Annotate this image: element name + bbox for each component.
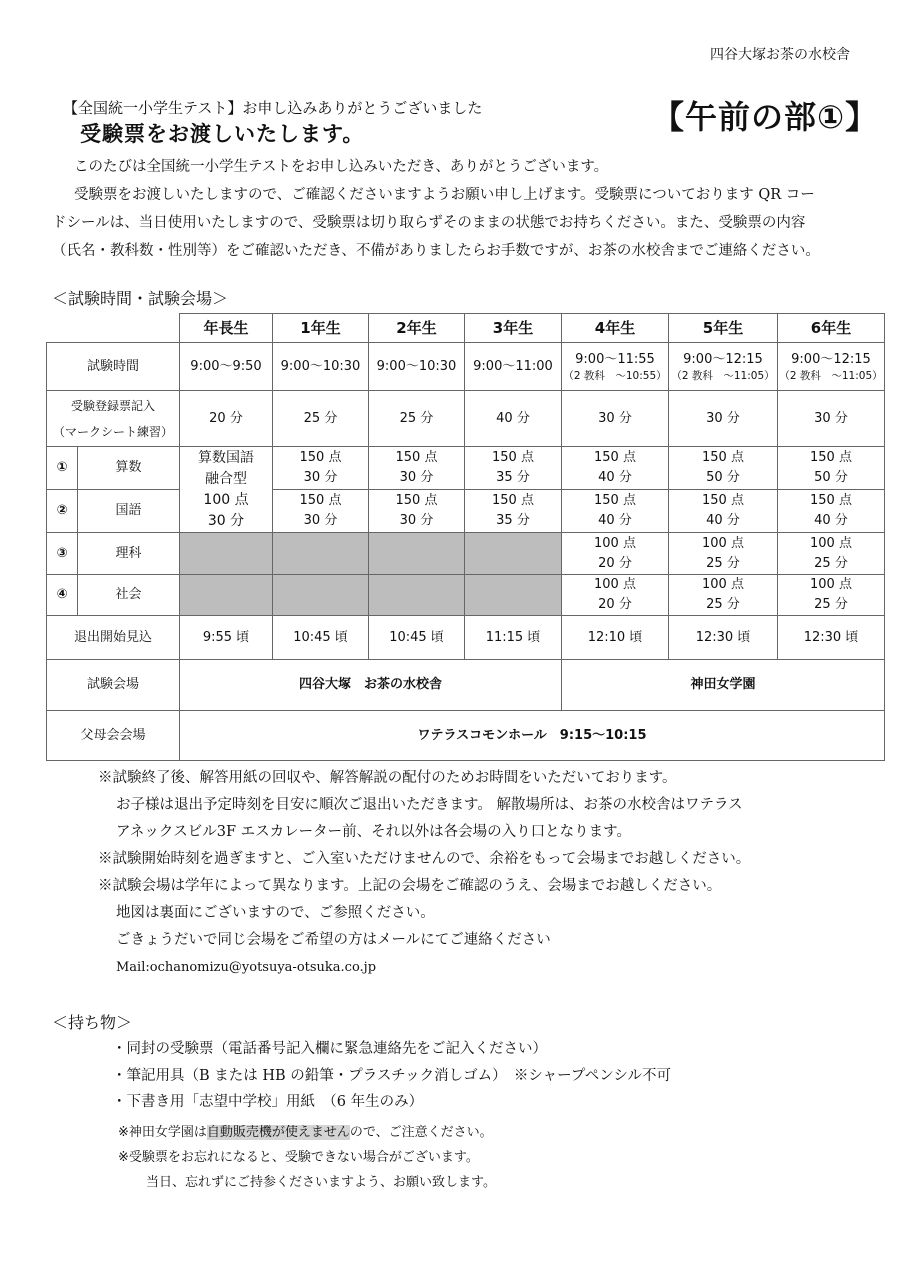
highlighted-text: 自動販売機が使えません [206, 1125, 350, 1140]
points: 150 点 [492, 450, 534, 465]
minutes: 25 分 [814, 555, 848, 571]
score-cell [369, 490, 465, 533]
venue-ochanomizu: 四谷大塚 お茶の水校舎 [180, 660, 562, 711]
venue-row [47, 660, 885, 711]
points: 100 点 [810, 535, 852, 551]
caution-line [118, 1120, 496, 1145]
score-cell [273, 490, 369, 533]
exam-time-row [47, 343, 885, 391]
exam-time-cell [465, 343, 562, 391]
registration-label-line: 受験登録票記入 [70, 398, 155, 413]
parent-venue-label: 父母会会場 [47, 711, 180, 761]
points: 150 点 [299, 450, 342, 465]
contact-email[interactable]: Mail:ochanomizu@yotsuya-otsuka.co.jp [116, 960, 377, 975]
cautions [118, 1120, 496, 1195]
points: 150 点 [594, 450, 636, 465]
minutes: 40 分 [598, 513, 632, 528]
points: 150 点 [594, 493, 636, 508]
exam-time-cell [669, 343, 778, 391]
minutes: 30 分 [399, 470, 434, 485]
intro-paragraph [52, 153, 862, 265]
score-cell [562, 447, 669, 490]
points: 150 点 [702, 493, 744, 508]
belongings-title: ＜持ち物＞ [52, 1013, 133, 1032]
registration-cell: 40 分 [465, 391, 562, 447]
score-cell [562, 575, 669, 616]
belonging-item: ・下書き用「志望中学校」用紙 （6 年生のみ） [112, 1094, 424, 1110]
school-name: 四谷大塚お茶の水校舎 [710, 47, 850, 63]
dismissal-cell: 11:15 頃 [465, 616, 562, 660]
exam-time-label: 試験時間 [47, 343, 180, 391]
belonging-item: ・同封の受験票（電話番号記入欄に緊急連絡先をご記入ください） [112, 1041, 547, 1057]
points: 150 点 [395, 493, 438, 508]
score-cell [562, 490, 669, 533]
kinder-line: 30 分 [207, 512, 245, 529]
minutes: 40 分 [706, 513, 740, 528]
not-applicable-cell [273, 533, 369, 575]
score-cell [778, 575, 885, 616]
note-line: ごきょうだいで同じ会場をご希望の方はメールにてご連絡ください [116, 932, 551, 948]
exam-time: 9:00〜10:30 [280, 358, 361, 374]
points: 150 点 [810, 450, 852, 465]
minutes: 40 分 [598, 470, 632, 485]
venue-label: 試験会場 [47, 660, 180, 711]
points: 100 点 [702, 535, 744, 551]
exam-time: 9:00〜9:50 [190, 358, 262, 374]
two-subject-time: （2 教科 〜10:55） [563, 370, 667, 382]
session-badge: 【午前の部①】 [652, 98, 879, 136]
two-subject-time: （2 教科 〜11:05） [779, 370, 883, 382]
score-cell [778, 490, 885, 533]
minutes: 35 分 [496, 513, 530, 528]
notes [98, 765, 750, 981]
not-applicable-cell [273, 575, 369, 616]
points: 150 点 [395, 450, 438, 465]
score-cell [369, 447, 465, 490]
grade-header: 3年生 [465, 314, 562, 343]
minutes: 40 分 [814, 513, 848, 528]
grade-header: 2年生 [369, 314, 465, 343]
minutes: 20 分 [598, 555, 632, 571]
points: 100 点 [702, 577, 744, 592]
score-cell [669, 490, 778, 533]
caution-text: ※神田女学園は [118, 1125, 207, 1140]
intro-heading: 受験票をお渡しいたします。 [80, 122, 365, 146]
minutes: 25 分 [814, 597, 848, 612]
dismissal-row [47, 616, 885, 660]
score-cell [465, 490, 562, 533]
paragraph-line: （氏名・教科数・性別等）をご確認いただき、不備がありましたらお手数ですが、お茶の水校舎までご連絡ください。 [52, 243, 820, 259]
corner-cell [47, 314, 180, 343]
score-cell [669, 575, 778, 616]
score-cell [778, 447, 885, 490]
not-applicable-cell [465, 533, 562, 575]
paragraph-line: ドシールは、当日使用いたしますので、受験票は切り取らずそのままの状態でお持ちください。また、受験票の内容 [52, 215, 806, 231]
caution-text: ので、ご注意ください。 [349, 1125, 493, 1140]
subject-number: ② [47, 490, 78, 533]
score-cell [273, 447, 369, 490]
exam-time: 9:00〜12:15 [683, 352, 763, 367]
exam-time-cell [369, 343, 465, 391]
grade-header: 1年生 [273, 314, 369, 343]
caution-line: ※受験票をお忘れになると、受験できない場合がございます。 [118, 1150, 479, 1165]
two-subject-time: （2 教科 〜11:05） [671, 370, 775, 382]
minutes: 30 分 [303, 513, 338, 528]
subject-row [47, 533, 885, 575]
venue-kanda: 神田女学園 [562, 660, 885, 711]
registration-cell: 25 分 [369, 391, 465, 447]
minutes: 25 分 [706, 555, 740, 571]
grade-header: 5年生 [669, 314, 778, 343]
belongings-list [112, 1036, 671, 1116]
subject-name: 社会 [78, 575, 180, 616]
caution-line: 当日、忘れずにご持参くださいますよう、お願い致します。 [146, 1175, 496, 1190]
paragraph-line: 受験票をお渡しいたしますので、ご確認くださいますようお願い申し上げます。受験票についております QR コー [74, 187, 815, 203]
note-line: お子様は退出予定時刻を目安に順次ご退出いただきます。 解散場所は、お茶の水校舎はワテラス [116, 797, 743, 813]
score-cell [465, 447, 562, 490]
exam-time-cell [273, 343, 369, 391]
grade-header: 年長生 [180, 314, 273, 343]
score-cell [669, 447, 778, 490]
schedule-section-title: ＜試験時間・試験会場＞ [52, 289, 229, 308]
intro-line: 【全国統一小学生テスト】お申し込みありがとうございました [63, 99, 483, 117]
exam-time: 9:00〜10:30 [376, 358, 457, 374]
exam-time: 9:00〜11:55 [575, 352, 655, 367]
dismissal-cell: 10:45 頃 [273, 616, 369, 660]
kinder-combined-cell [180, 447, 273, 533]
dismissal-label: 退出開始見込 [47, 616, 180, 660]
note-line: 地図は裏面にございますので、ご参照ください。 [116, 905, 435, 921]
minutes: 20 分 [598, 597, 632, 612]
subject-name: 理科 [78, 533, 180, 575]
registration-label [47, 391, 180, 447]
not-applicable-cell [369, 533, 465, 575]
exam-time: 9:00〜11:00 [473, 358, 553, 374]
registration-cell: 30 分 [778, 391, 885, 447]
note-line: ※試験終了後、解答用紙の回収や、解答解説の配付のためお時間をいただいております。 [98, 770, 677, 786]
not-applicable-cell [180, 575, 273, 616]
registration-cell: 20 分 [180, 391, 273, 447]
registration-cell: 30 分 [562, 391, 669, 447]
minutes: 30 分 [399, 513, 434, 528]
dismissal-cell: 12:30 頃 [778, 616, 885, 660]
registration-cell: 25 分 [273, 391, 369, 447]
parent-venue-row [47, 711, 885, 761]
subject-row [47, 575, 885, 616]
points: 150 点 [810, 493, 852, 508]
registration-label-line: （マークシート練習） [52, 424, 173, 439]
subject-number: ③ [47, 533, 78, 575]
note-line: ※試験開始時刻を過ぎますと、ご入室いただけませんので、余裕をもって会場までお越しください。 [98, 851, 751, 867]
subject-name: 国語 [78, 490, 180, 533]
dismissal-cell: 10:45 頃 [369, 616, 465, 660]
not-applicable-cell [465, 575, 562, 616]
belonging-item: ・筆記用具（B または HB の鉛筆・プラスチック消しゴム） ※シャープペンシル不可 [112, 1067, 672, 1084]
minutes: 30 分 [303, 470, 338, 485]
kinder-line: 融合型 [205, 470, 247, 487]
schedule-table [46, 313, 885, 761]
not-applicable-cell [180, 533, 273, 575]
parent-venue: ワテラスコモンホール 9:15〜10:15 [180, 711, 885, 761]
kinder-line: 100 点 [203, 491, 249, 508]
score-cell [669, 533, 778, 575]
subject-row [47, 490, 885, 533]
points: 100 点 [594, 535, 636, 551]
grade-header: 4年生 [562, 314, 669, 343]
minutes: 35 分 [496, 470, 530, 485]
note-line: アネックスビル3F エスカレーター前、それ以外は各会場の入り口となります。 [116, 824, 632, 840]
dismissal-cell: 9:55 頃 [180, 616, 273, 660]
points: 150 点 [492, 493, 534, 508]
exam-time: 9:00〜12:15 [791, 352, 871, 367]
not-applicable-cell [369, 575, 465, 616]
grade-header: 6年生 [778, 314, 885, 343]
dismissal-cell: 12:10 頃 [562, 616, 669, 660]
note-line: ※試験会場は学年によって異なります。上記の会場をご確認のうえ、会場までお越しください。 [98, 878, 722, 894]
minutes: 25 分 [706, 597, 740, 612]
minutes: 50 分 [814, 470, 848, 485]
grade-header-row [47, 314, 885, 343]
points: 150 点 [702, 450, 744, 465]
registration-row [47, 391, 885, 447]
paragraph-line: このたびは全国統一小学生テストをお申し込みいただき、ありがとうございます。 [74, 159, 609, 175]
minutes: 50 分 [706, 470, 740, 485]
exam-time-cell [180, 343, 273, 391]
subject-number: ④ [47, 575, 78, 616]
subject-number: ① [47, 447, 78, 490]
kinder-line: 算数国語 [198, 449, 254, 466]
subject-row [47, 447, 885, 490]
subject-name: 算数 [78, 447, 180, 490]
points: 100 点 [810, 577, 852, 592]
score-cell [778, 533, 885, 575]
registration-cell: 30 分 [669, 391, 778, 447]
points: 150 点 [299, 493, 342, 508]
exam-time-cell [562, 343, 669, 391]
exam-time-cell [778, 343, 885, 391]
score-cell [562, 533, 669, 575]
points: 100 点 [594, 577, 636, 592]
dismissal-cell: 12:30 頃 [669, 616, 778, 660]
